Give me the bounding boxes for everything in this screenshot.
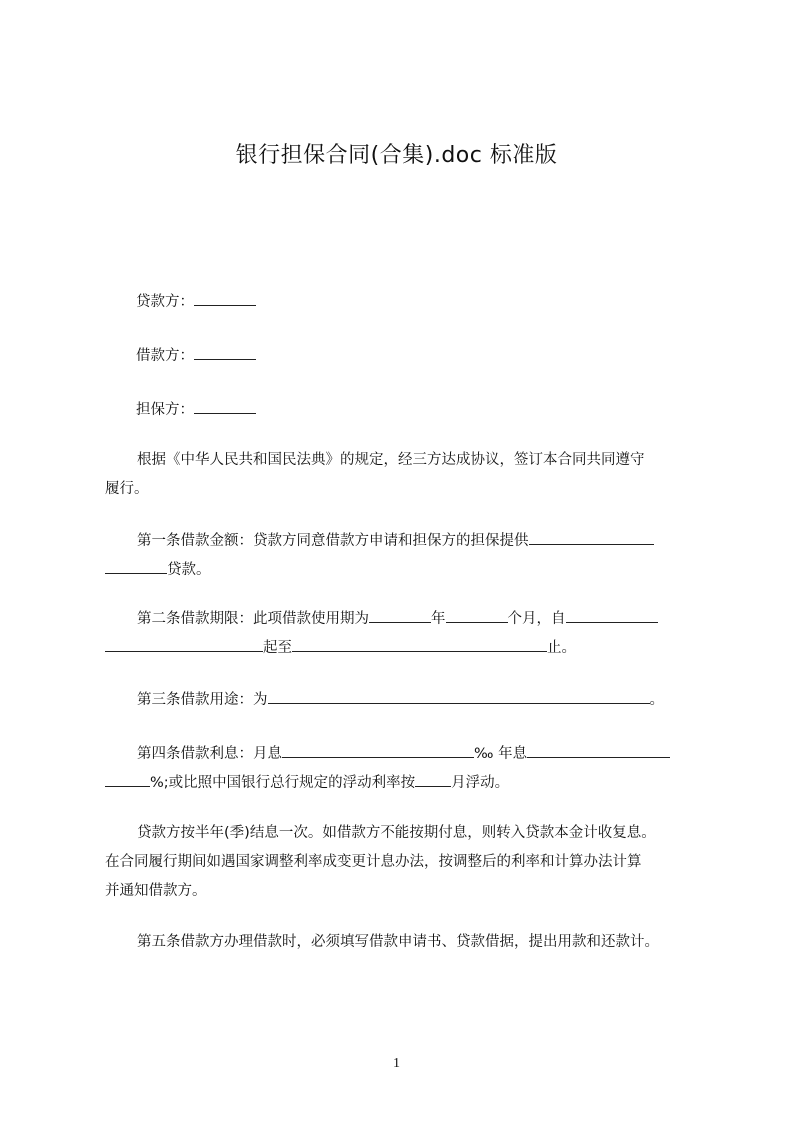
- preamble-line-2: 履行。: [105, 481, 149, 497]
- preamble-paragraph: [105, 446, 705, 504]
- annual-rate-blank-2: [105, 772, 150, 787]
- monthly-rate-blank: [282, 743, 474, 758]
- article-2-line-2: [105, 634, 705, 663]
- guarantor-field: [136, 399, 256, 420]
- loan-amount-blank-2: [105, 559, 167, 574]
- article-4-line-2: [105, 769, 705, 798]
- start-date-blank: [566, 608, 658, 623]
- article-1-text: 第一条借款金额：贷款方同意借款方申请和担保方的担保提供: [137, 533, 529, 549]
- document-title: 银行担保合同(合集).doc 标准版: [235, 143, 558, 168]
- borrower-field: [136, 345, 256, 366]
- article-3-paragraph: [105, 686, 705, 715]
- guarantor-blank: [194, 399, 256, 414]
- article-2-text-1: 第二条借款期限：此项借款使用期为: [137, 611, 369, 627]
- term-months-blank: [446, 608, 508, 623]
- preamble-line-1: 根据《中华人民共和国民法典》的规定，经三方达成协议，签订本合同共同遵守: [137, 452, 645, 468]
- interest-paragraph: [105, 819, 705, 906]
- start-date-blank-2: [105, 637, 263, 652]
- article-2-text-5: 止。: [547, 640, 576, 656]
- annual-rate-blank: [527, 743, 670, 758]
- article-5-paragraph: [105, 928, 705, 957]
- interest-line-2: 在合同履行期间如遇国家调整利率成变更计息办法，按调整后的利率和计算办法计算: [105, 854, 642, 870]
- loan-amount-blank: [529, 530, 654, 545]
- guarantor-label: 担保方：: [136, 402, 194, 418]
- article-1-suffix: 贷款。: [167, 562, 211, 578]
- lender-label: 贷款方：: [136, 294, 194, 310]
- article-4-text-1: 第四条借款利息：月息: [137, 746, 282, 762]
- article-2-text-3: 个月，自: [507, 611, 566, 627]
- article-4-text-2: ‰ 年息: [474, 746, 528, 762]
- borrower-blank: [194, 345, 256, 360]
- article-2-line-1: [105, 605, 705, 634]
- interest-line-3: 并通知借款方。: [105, 883, 207, 899]
- article-1-line-1: [105, 527, 705, 556]
- article-4-text-4: 月浮动。: [451, 775, 510, 791]
- borrower-label: 借款方：: [136, 348, 194, 364]
- lender-field: [136, 291, 256, 312]
- article-5-line-1: 第五条借款方办理借款时，必须填写借款申请书、贷款借据，提出用款和还款计。: [137, 934, 659, 950]
- article-1-paragraph: [105, 527, 705, 585]
- article-2-text-4: 起至: [263, 640, 292, 656]
- page-number: 1: [393, 1056, 400, 1071]
- article-3-text-1: 第三条借款用途：为: [137, 692, 268, 708]
- article-2-paragraph: [105, 605, 705, 663]
- floating-months-blank: [415, 772, 451, 787]
- article-3-text-2: 。: [649, 692, 664, 708]
- lender-blank: [194, 291, 256, 306]
- term-years-blank: [369, 608, 431, 623]
- end-date-blank: [292, 637, 547, 652]
- article-2-text-2: 年: [431, 611, 446, 627]
- article-4-text-3: %;或比照中国银行总行规定的浮动利率按: [150, 775, 416, 791]
- article-4-line-1: [105, 740, 705, 769]
- interest-line-1: 贷款方按半年(季)结息一次。如借款方不能按期付息，则转入贷款本金计收复息。: [137, 825, 656, 841]
- article-1-line-2: [105, 556, 705, 585]
- article-3-line-1: [105, 686, 705, 715]
- article-4-paragraph: [105, 740, 705, 798]
- loan-purpose-blank: [268, 689, 650, 704]
